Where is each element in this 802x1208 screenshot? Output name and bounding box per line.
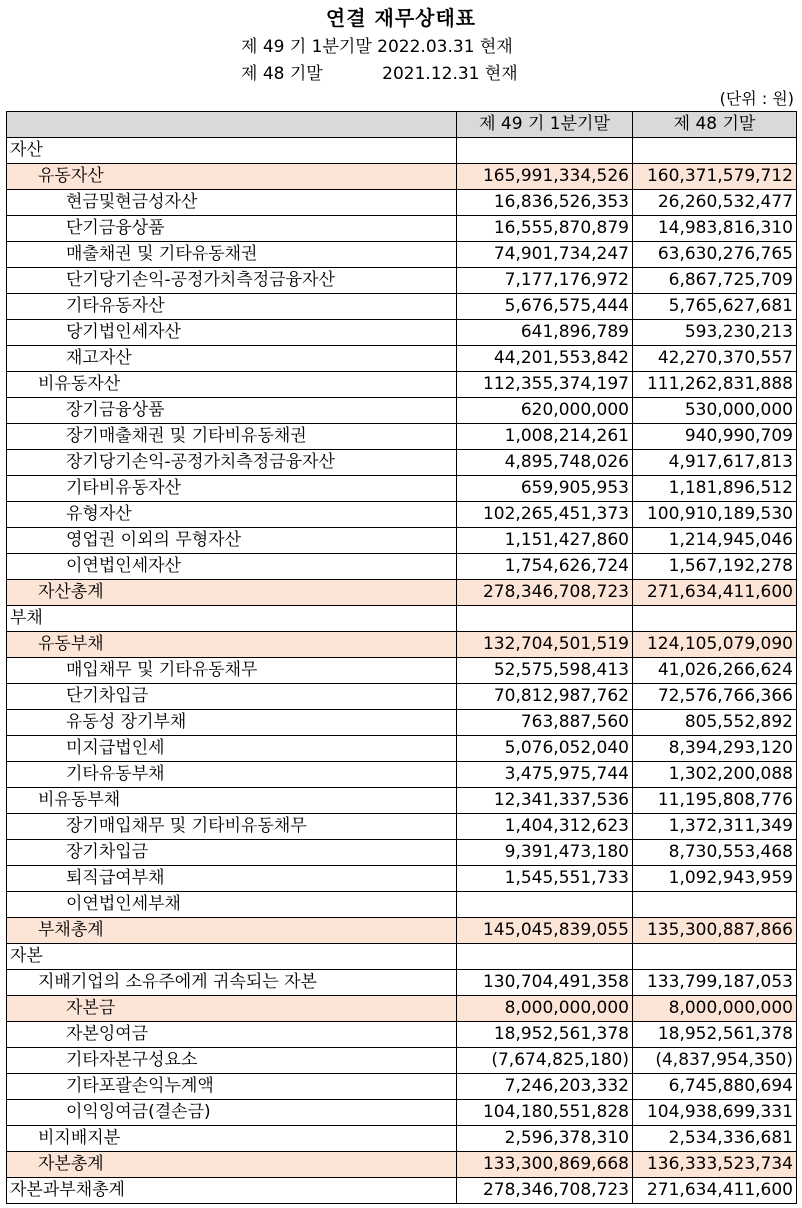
prior-period-value-cell: 111,262,831,888 [633, 372, 797, 398]
account-name-cell: 부채 [7, 606, 457, 632]
table-row [7, 814, 797, 840]
prior-period-value-cell: 1,214,945,046 [633, 528, 797, 554]
prior-period-value-cell: 5,765,627,681 [633, 294, 797, 320]
current-period-value-cell: 1,151,427,860 [457, 528, 633, 554]
table-row [7, 424, 797, 450]
prior-period-value-cell: 8,000,000,000 [633, 996, 797, 1022]
current-period-value-cell: 74,901,734,247 [457, 242, 633, 268]
prior-period-value-cell: 940,990,709 [633, 424, 797, 450]
current-period-value-cell: 1,008,214,261 [457, 424, 633, 450]
account-name-cell: 매입채무 및 기타유동채무 [7, 658, 457, 684]
current-period-value-cell: 7,177,176,972 [457, 268, 633, 294]
current-period-value-cell: 104,180,551,828 [457, 1100, 633, 1126]
prior-period-value-cell: 271,634,411,600 [633, 580, 797, 606]
prior-period-value-cell: 593,230,213 [633, 320, 797, 346]
current-period-value-cell: 102,265,451,373 [457, 502, 633, 528]
current-period-value-cell: 3,475,975,744 [457, 762, 633, 788]
table-row [7, 710, 797, 736]
current-period-value-cell: 278,346,708,723 [457, 1178, 633, 1204]
account-name-cell: 자본 [7, 944, 457, 970]
account-name-cell: 자본금 [7, 996, 457, 1022]
prior-period-value-cell: 26,260,532,477 [633, 190, 797, 216]
table-row [7, 320, 797, 346]
account-name-cell: 유형자산 [7, 502, 457, 528]
current-period-value-cell: 641,896,789 [457, 320, 633, 346]
current-period-value-cell: 9,391,473,180 [457, 840, 633, 866]
prior-period-value-cell [633, 138, 797, 164]
table-row [7, 866, 797, 892]
account-name-cell: 기타자본구성요소 [7, 1048, 457, 1074]
prior-period-value-cell [633, 892, 797, 918]
column-header-account [7, 112, 457, 138]
table-row [7, 216, 797, 242]
prior-period-value-cell: 133,799,187,053 [633, 970, 797, 996]
prior-period-value-cell: 136,333,523,734 [633, 1152, 797, 1178]
prior-period-value-cell: 1,181,896,512 [633, 476, 797, 502]
prior-period-value-cell: 271,634,411,600 [633, 1178, 797, 1204]
table-row [7, 1048, 797, 1074]
account-name-cell: 장기당기손익-공정가치측정금융자산 [7, 450, 457, 476]
prior-period-value-cell: 1,567,192,278 [633, 554, 797, 580]
prior-period-value-cell: 6,867,725,709 [633, 268, 797, 294]
prior-period-value-cell [633, 606, 797, 632]
table-row [7, 1152, 797, 1178]
account-name-cell: 유동부채 [7, 632, 457, 658]
account-name-cell: 매출채권 및 기타유동채권 [7, 242, 457, 268]
current-period-value-cell: 18,952,561,378 [457, 1022, 633, 1048]
current-period-value-cell: 1,404,312,623 [457, 814, 633, 840]
table-row [7, 788, 797, 814]
current-period-value-cell: 1,754,626,724 [457, 554, 633, 580]
table-row [7, 1100, 797, 1126]
current-period-value-cell: 44,201,553,842 [457, 346, 633, 372]
account-name-cell: 자산 [7, 138, 457, 164]
table-row [7, 268, 797, 294]
current-period-value-cell: 278,346,708,723 [457, 580, 633, 606]
column-header-current: 제 49 기 1분기말 [457, 112, 633, 138]
table-row [7, 996, 797, 1022]
prior-period-value-cell: 160,371,579,712 [633, 164, 797, 190]
current-period-value-cell: 133,300,869,668 [457, 1152, 633, 1178]
current-period-value-cell: 7,246,203,332 [457, 1074, 633, 1100]
prior-period-value-cell: 8,730,553,468 [633, 840, 797, 866]
account-name-cell: 현금및현금성자산 [7, 190, 457, 216]
current-period-value-cell: 16,555,870,879 [457, 216, 633, 242]
account-name-cell: 재고자산 [7, 346, 457, 372]
table-row [7, 528, 797, 554]
table-row [7, 736, 797, 762]
table-row [7, 450, 797, 476]
table-body [7, 138, 797, 1204]
prior-period-value-cell: 11,195,808,776 [633, 788, 797, 814]
table-header-row [7, 112, 797, 138]
table-row [7, 346, 797, 372]
current-period-value-cell: 1,545,551,733 [457, 866, 633, 892]
table-row [7, 1126, 797, 1152]
table-row [7, 762, 797, 788]
current-period-value-cell: 5,676,575,444 [457, 294, 633, 320]
current-period-value-cell: 620,000,000 [457, 398, 633, 424]
table-row [7, 1178, 797, 1204]
table-row [7, 580, 797, 606]
account-name-cell: 단기당기손익-공정가치측정금융자산 [7, 268, 457, 294]
current-period-value-cell: 4,895,748,026 [457, 450, 633, 476]
account-name-cell: 자본과부채총계 [7, 1178, 457, 1204]
table-row [7, 502, 797, 528]
current-period-value-cell: (7,674,825,180) [457, 1048, 633, 1074]
current-period-value-cell: 112,355,374,197 [457, 372, 633, 398]
prior-period-value-cell: 72,576,766,366 [633, 684, 797, 710]
table-row [7, 138, 797, 164]
account-name-cell: 자산총계 [7, 580, 457, 606]
account-name-cell: 자본총계 [7, 1152, 457, 1178]
column-header-prior: 제 48 기말 [633, 112, 797, 138]
prior-period-value-cell: 8,394,293,120 [633, 736, 797, 762]
table-row [7, 476, 797, 502]
prior-period-value-cell: 2,534,336,681 [633, 1126, 797, 1152]
prior-period-value-cell: 805,552,892 [633, 710, 797, 736]
prior-period-value-cell: (4,837,954,350) [633, 1048, 797, 1074]
prior-period-value-cell: 135,300,887,866 [633, 918, 797, 944]
prior-period-label: 제 48 기말 2021.12.31 현재 [241, 64, 518, 84]
account-name-cell: 당기법인세자산 [7, 320, 457, 346]
current-period-value-cell: 12,341,337,536 [457, 788, 633, 814]
table-row [7, 632, 797, 658]
statement-header [0, 0, 802, 112]
unit-label: (단위 : 원) [719, 89, 794, 108]
prior-period-value-cell: 530,000,000 [633, 398, 797, 424]
current-period-value-cell: 763,887,560 [457, 710, 633, 736]
current-period-value-cell: 52,575,598,413 [457, 658, 633, 684]
account-name-cell: 퇴직급여부채 [7, 866, 457, 892]
current-period-value-cell [457, 606, 633, 632]
table-row [7, 840, 797, 866]
current-period-value-cell [457, 892, 633, 918]
prior-period-value-cell: 14,983,816,310 [633, 216, 797, 242]
account-name-cell: 자본잉여금 [7, 1022, 457, 1048]
table-row [7, 944, 797, 970]
account-name-cell: 기타비유동자산 [7, 476, 457, 502]
account-name-cell: 유동성 장기부채 [7, 710, 457, 736]
prior-period-value-cell: 63,630,276,765 [633, 242, 797, 268]
prior-period-value-cell: 1,372,311,349 [633, 814, 797, 840]
account-name-cell: 단기금융상품 [7, 216, 457, 242]
account-name-cell: 장기매입채무 및 기타비유동채무 [7, 814, 457, 840]
table-row [7, 554, 797, 580]
account-name-cell: 장기차입금 [7, 840, 457, 866]
account-name-cell: 이연법인세자산 [7, 554, 457, 580]
account-name-cell: 기타유동부채 [7, 762, 457, 788]
account-name-cell: 기타포괄손익누계액 [7, 1074, 457, 1100]
account-name-cell: 단기차입금 [7, 684, 457, 710]
table-row [7, 892, 797, 918]
current-period-value-cell: 145,045,839,055 [457, 918, 633, 944]
table-row [7, 970, 797, 996]
table-row [7, 294, 797, 320]
prior-period-value-cell [633, 944, 797, 970]
account-name-cell: 이익잉여금(결손금) [7, 1100, 457, 1126]
table-row [7, 658, 797, 684]
prior-period-value-cell: 124,105,079,090 [633, 632, 797, 658]
prior-period-value-cell: 104,938,699,331 [633, 1100, 797, 1126]
table-row [7, 164, 797, 190]
table-row [7, 398, 797, 424]
current-period-value-cell: 132,704,501,519 [457, 632, 633, 658]
current-period-value-cell: 130,704,491,358 [457, 970, 633, 996]
prior-period-value-cell: 18,952,561,378 [633, 1022, 797, 1048]
prior-period-value-cell: 4,917,617,813 [633, 450, 797, 476]
account-name-cell: 장기금융상품 [7, 398, 457, 424]
table-row [7, 372, 797, 398]
prior-period-value-cell: 6,745,880,694 [633, 1074, 797, 1100]
table-row [7, 190, 797, 216]
account-name-cell: 영업권 이외의 무형자산 [7, 528, 457, 554]
account-name-cell: 유동자산 [7, 164, 457, 190]
current-period-value-cell: 2,596,378,310 [457, 1126, 633, 1152]
prior-period-value-cell: 1,092,943,959 [633, 866, 797, 892]
prior-period-value-cell: 1,302,200,088 [633, 762, 797, 788]
table-row [7, 606, 797, 632]
statement-title: 연결 재무상태표 [325, 6, 477, 30]
table-row [7, 242, 797, 268]
current-period-value-cell: 8,000,000,000 [457, 996, 633, 1022]
account-name-cell: 비지배지분 [7, 1126, 457, 1152]
account-name-cell: 부채총계 [7, 918, 457, 944]
table-row [7, 1022, 797, 1048]
prior-period-value-cell: 41,026,266,624 [633, 658, 797, 684]
account-name-cell: 비유동자산 [7, 372, 457, 398]
current-period-value-cell: 16,836,526,353 [457, 190, 633, 216]
table-row [7, 918, 797, 944]
current-period-label: 제 49 기 1분기말 2022.03.31 현재 [241, 37, 513, 57]
current-period-value-cell: 659,905,953 [457, 476, 633, 502]
account-name-cell: 장기매출채권 및 기타비유동채권 [7, 424, 457, 450]
prior-period-value-cell: 42,270,370,557 [633, 346, 797, 372]
current-period-value-cell [457, 944, 633, 970]
table-row [7, 1074, 797, 1100]
table-row [7, 684, 797, 710]
current-period-value-cell: 5,076,052,040 [457, 736, 633, 762]
account-name-cell: 기타유동자산 [7, 294, 457, 320]
account-name-cell: 미지급법인세 [7, 736, 457, 762]
prior-period-value-cell: 100,910,189,530 [633, 502, 797, 528]
current-period-value-cell: 70,812,987,762 [457, 684, 633, 710]
account-name-cell: 비유동부채 [7, 788, 457, 814]
account-name-cell: 지배기업의 소유주에게 귀속되는 자본 [7, 970, 457, 996]
account-name-cell: 이연법인세부채 [7, 892, 457, 918]
balance-sheet-table [6, 111, 797, 1204]
current-period-value-cell: 165,991,334,526 [457, 164, 633, 190]
current-period-value-cell [457, 138, 633, 164]
